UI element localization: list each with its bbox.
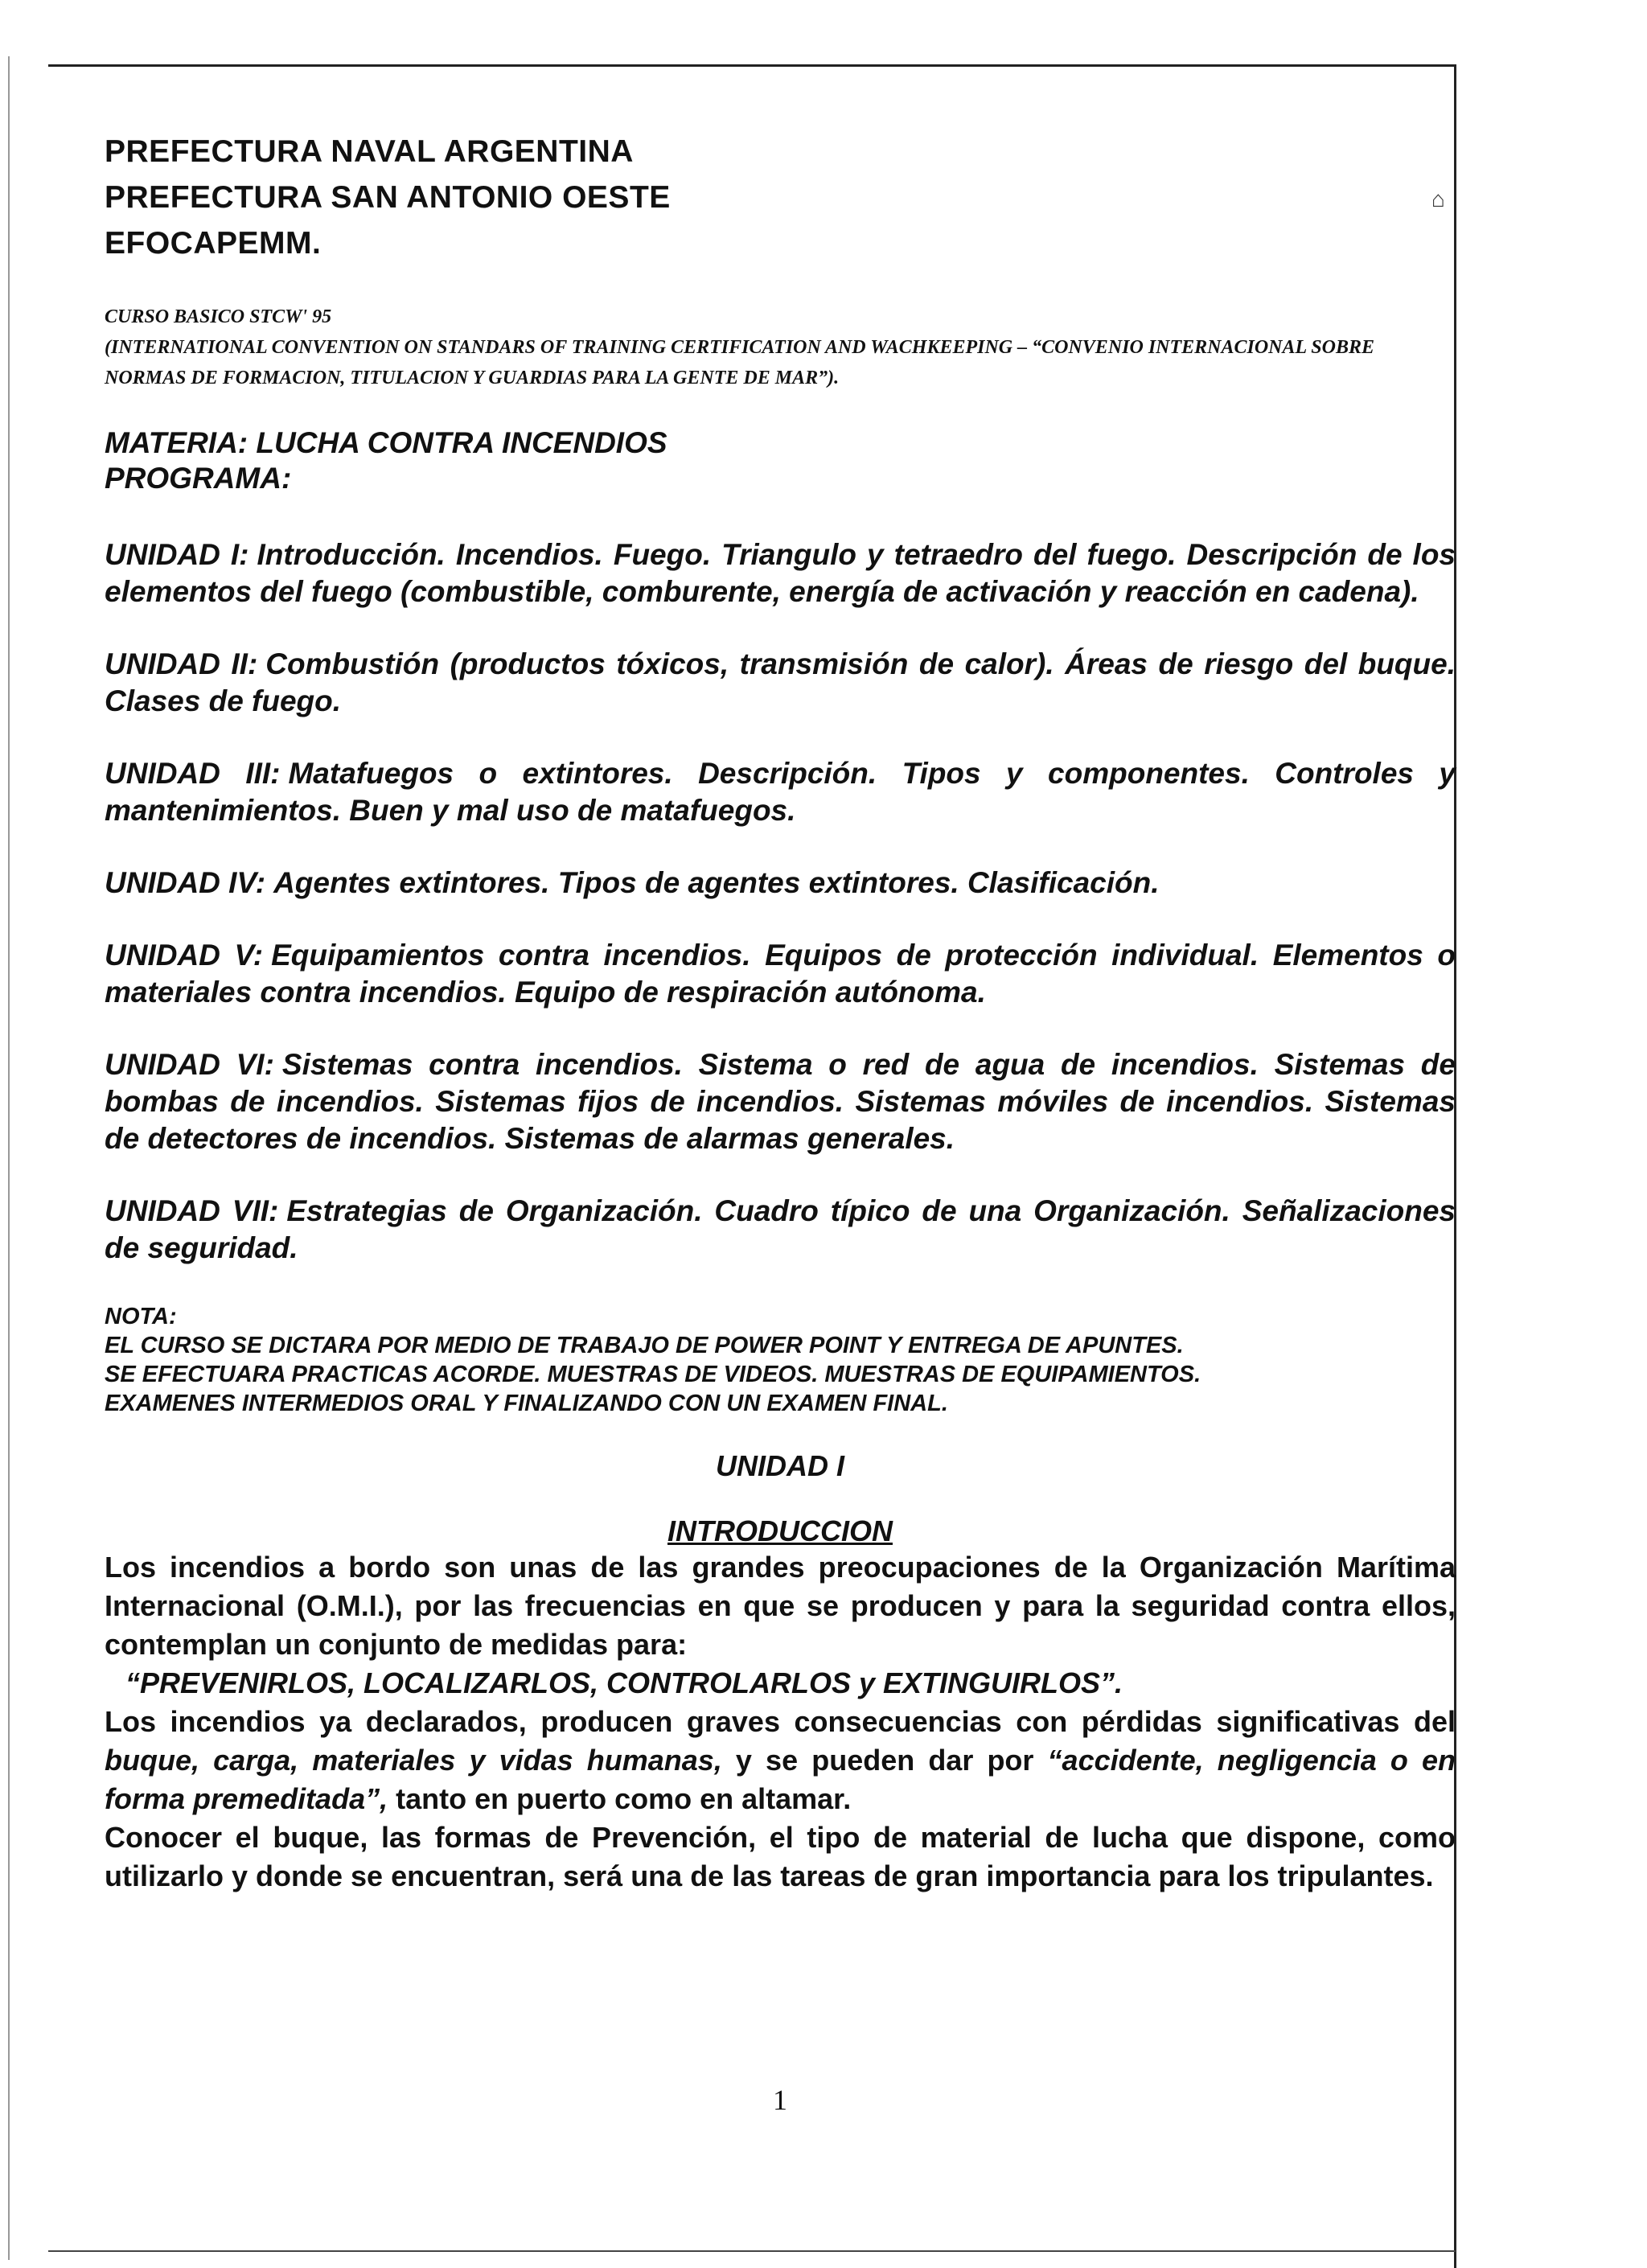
note-line: EXAMENES INTERMEDIOS ORAL Y FINALIZANDO CON UN EXAMEN FINAL. [105,1391,948,1416]
note-line: SE EFECTUARA PRACTICAS ACORDE. MUESTRAS DE VIDEOS. MUESTRAS DE EQUIPAMIENTOS. [105,1362,1201,1387]
scan-mark-icon: ⌂ [1431,187,1445,212]
document-page [105,129,1456,2116]
section-unit-title: UNIDAD I [716,1449,844,1482]
unit-item [105,1046,1456,1157]
unit-label: UNIDAD I: [105,538,249,571]
unit-label: UNIDAD VI: [105,1048,274,1081]
header-line-1: PREFECTURA NAVAL ARGENTINA [105,134,634,169]
intro-paragraph-2 [105,1703,1456,1818]
unit-item [105,646,1456,720]
unit-text: Estrategias de Organización. Cuadro típico de una Organización. Señalizaciones de seguridad. [105,1194,1456,1264]
unit-item [105,865,1456,902]
unit-label: UNIDAD V: [105,939,264,972]
unit-text: Matafuegos o extintores. Descripción. Tipos y componentes. Controles y mantenimientos. Buen y mal uso de matafuegos. [105,757,1456,827]
page-border-left [8,56,10,2260]
unit-label: UNIDAD II: [105,647,258,680]
unit-text: Equipamientos contra incendios. Equipos de protección individual. Elementos o materiales contra incendios. Equipo de respiración autónoma. [105,939,1456,1009]
note-block [105,1302,1456,1418]
note-line: EL CURSO SE DICTARA POR MEDIO DE TRABAJO DE POWER POINT Y ENTREGA DE APUNTES. [105,1333,1184,1358]
course-title: CURSO BASICO STCW' 95 [105,306,332,327]
unit-label: UNIDAD VII: [105,1194,279,1227]
intro-paragraph-1: Los incendios a bordo son unas de las grandes preocupaciones de la Organización Marítima Internacional (O.M.I.), por las frecuencias en que se producen y para la seguridad contra ellos, contemplan un conjunto de medidas para: [105,1551,1456,1661]
unit-item [105,937,1456,1011]
unit-text: Agentes extintores. Tipos de agentes extintores. Clasificación. [273,866,1160,899]
intro-paragraph-3: Conocer el buque, las formas de Prevención, el tipo de material de lucha que dispone, como utilizarlo y donde se encuentran, será una de las tareas de gran importancia para los tripulantes. [105,1821,1456,1892]
page-number: 1 [773,2084,787,2116]
header-line-2: PREFECTURA SAN ANTONIO OESTE [105,180,671,215]
unit-item [105,755,1456,829]
unit-text: Combustión (productos tóxicos, transmisión de calor). Áreas de riesgo del buque. Clases de fuego. [105,647,1456,717]
note-title: NOTA: [105,1304,177,1329]
institution-header [105,129,1456,266]
units-list [105,536,1456,1267]
unit-label: UNIDAD IV: [105,866,266,899]
p2-text-e: tanto en puerto como en altamar. [388,1782,852,1815]
course-block [105,302,1456,393]
unit-item [105,1193,1456,1267]
unit-item [105,536,1456,610]
unit-label: UNIDAD III: [105,757,281,790]
section-intro-title: INTRODUCCION [667,1514,893,1547]
unit-text: Introducción. Incendios. Fuego. Triangulo y tetraedro del fuego. Descripción de los elementos del fuego (combustible, comburente, energía de activación y reacción en cadena). [105,538,1456,608]
course-description: (INTERNATIONAL CONVENTION ON STANDARS OF TRAINING CERTIFICATION AND WACHKEEPING – “CONVENIO INTERNACIONAL SOBRE NORMAS DE FORMACION, TITULACION Y GUARDIAS PARA LA GENTE DE MAR”). [105,337,1374,388]
intro-quote: “PREVENIRLOS, LOCALIZARLOS, CONTROLARLOS y EXTINGUIRLOS”. [125,1666,1123,1699]
header-line-3: EFOCAPEMM. [105,226,322,261]
p2-emphasis-b: buque, carga, materiales y vidas humanas, [105,1744,722,1777]
p2-text-a: Los incendios ya declarados, producen graves consecuencias con pérdidas significativas del [105,1705,1456,1738]
unit-text: Sistemas contra incendios. Sistema o red de agua de incendios. Sistemas de bombas de incendios. Sistemas fijos de incendios. Sistemas móviles de incendios. Sistemas de detectores de incendios. Sistemas de alarmas generales. [105,1048,1456,1155]
p2-emphasis-d: “accidente, negligencia o en forma premeditada”, [105,1744,1456,1815]
program-label: PROGRAMA: [105,462,292,495]
page-border-top [48,64,1456,67]
p2-text-c: y se pueden dar por [721,1744,1048,1777]
page-border-bottom [48,2250,1456,2252]
subject-block [105,425,1456,496]
subject-title: MATERIA: LUCHA CONTRA INCENDIOS [105,426,667,459]
